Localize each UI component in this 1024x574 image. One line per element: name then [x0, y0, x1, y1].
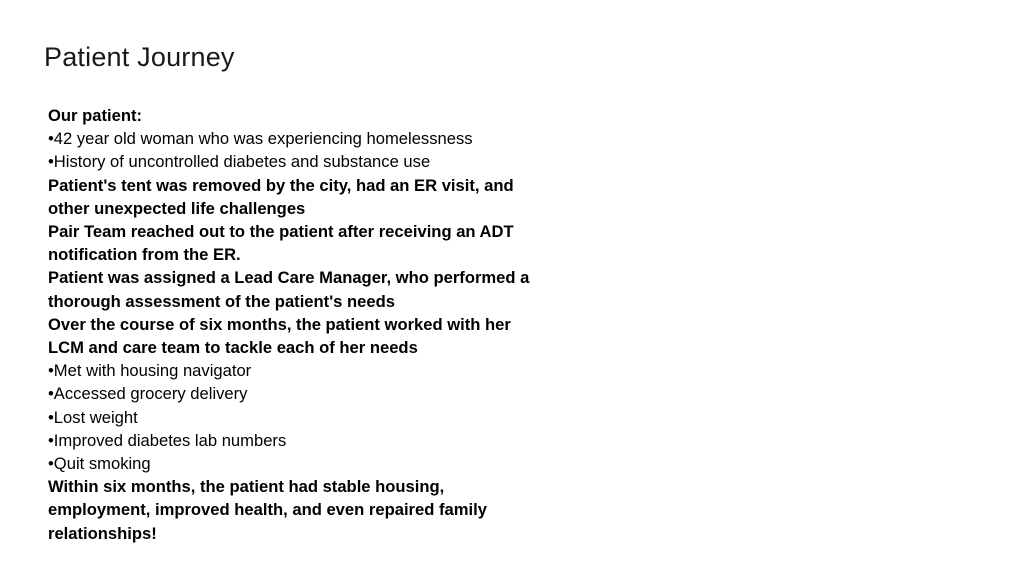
bullet-item: •42 year old woman who was experiencing homelessness — [48, 129, 473, 149]
text-line: thorough assessment of the patient's needs — [48, 291, 395, 311]
text-line: relationships! — [48, 523, 157, 543]
text-line: Our patient: — [48, 106, 143, 125]
text-line: LCM and care team to tackle each of her needs — [48, 338, 418, 358]
bullet-item: •Met with housing navigator — [48, 361, 252, 381]
text-line: Pair Team reached out to the patient after receiving an ADT — [48, 222, 514, 242]
text-line: Patient's tent was removed by the city, had an ER visit, and — [48, 175, 514, 195]
text-line: employment, improved health, and even repaired family — [48, 500, 487, 520]
text-line: Over the course of six months, the patient worked with her — [48, 314, 511, 334]
bullet-item: •Quit smoking — [48, 454, 151, 474]
bullet-item: •History of uncontrolled diabetes and substance use — [48, 152, 431, 172]
bullet-item: •Accessed grocery delivery — [48, 384, 248, 404]
slide-body — [48, 104, 548, 545]
bullet-item: •Lost weight — [48, 407, 138, 427]
text-line: notification from the ER. — [48, 245, 241, 265]
text-line: Patient was assigned a Lead Care Manager, who performed a — [48, 268, 530, 288]
bullet-item: •Improved diabetes lab numbers — [48, 430, 287, 450]
text-line: other unexpected life challenges — [48, 198, 306, 218]
slide-title: Patient Journey — [44, 42, 235, 72]
text-line: Within six months, the patient had stable housing, — [48, 477, 445, 497]
